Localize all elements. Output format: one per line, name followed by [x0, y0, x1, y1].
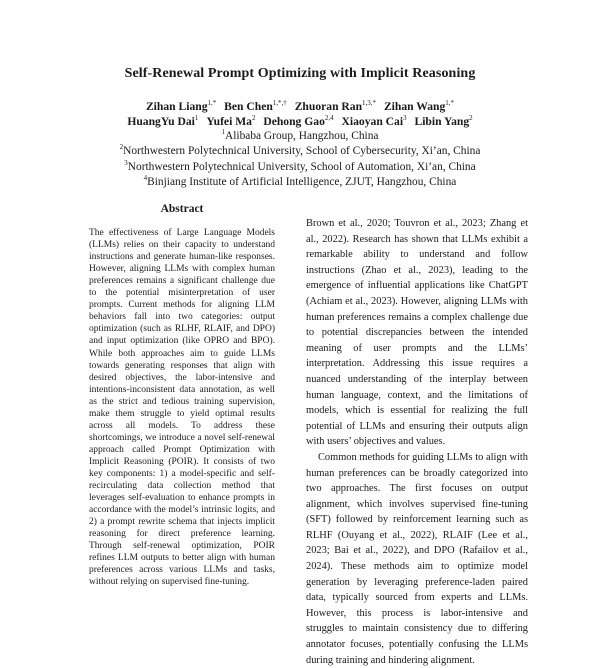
intro-paragraph: Brown et al., 2020; Touvron et al., 2023; Zhang et al., 2022). Research has shown that LLMs exhibit a remarkable ability to understand and follow instructions (Zhao et al., 2023), leading to the emergence of influential applications like ChatGPT (Achiam et al., 2023). However, aligning LLMs with human preferences remains a complex challenge due to potential discrepancies between the intended meaning of user prompts and the LLMs’ interpretation. Addressing this issue requires a nuanced understanding of the interplay between human language, context, and the limitations of models, which is essential for realizing the full potential of LLMs and ensuring their outputs align with users’ objectives and values.: [306, 218, 528, 448]
affiliation-block: [0, 129, 600, 191]
author-name: Libin Yang$^2$: [414, 113, 473, 128]
affiliation: $^2$Northwestern Polytechnical University, School of Cybersecurity, Xi’an, China: [119, 143, 481, 158]
author-name: Zihan Liang$^{1,*}$: [145, 99, 217, 113]
author-block: [0, 100, 600, 129]
abstract-text: The effectiveness of Large Language Models (LLMs) relies on their capacity to understand instructions and generate human-like responses. However, aligning LLMs with complex human preferences remains a significant challenge due to the potential misinterpretation of user prompts. Current methods for aligning LLM behaviors fall into two categories: output optimization (such as RLHF, RLAIF, and DPO) and input optimization (like OPRO and BPO). While both approaches aim to guide LLMs towards generating responses that align with desired objectives, the labor-intensive and intentions-inconsistent data annotation, as well as the strict and tedious training supervision, make them struggle to yield optimal results across all models. To address these shortcomings, we introduce a novel self-renewal approach called Prompt Optimization with Implicit Reasoning (POIR). It consists of two key components: 1) a model-specific and self-recirculating data collection method that leverages self-evaluation to enhance prompts in accordance with the model’s intrinsic logits, and 2) a prompt rewrite schema that injects implicit reasoning for direct preference learning. Through self-renewal optimization, POIR refines LLM outputs to better align with human preferences across various LLMs and tasks, without relying on supervised fine-tuning.: [89, 228, 275, 588]
paper-title: Self-Renewal Prompt Optimizing with Implicit Reasoning: [124, 66, 476, 81]
left-column: [89, 203, 275, 588]
affiliation: $^3$Northwestern Polytechnical University, School of Automation, Xi’an, China: [124, 159, 476, 173]
abstract-heading: Abstract: [160, 203, 204, 215]
author-name: Ben Chen$^{1,*,\dagger}$: [224, 99, 287, 113]
author-name: Dehong Gao$^{2,4}$: [263, 113, 334, 128]
author-name: Zihan Wang$^{1,*}$: [383, 99, 455, 113]
author-line-2: [0, 115, 600, 130]
author-name: Zhuoran Ran$^{1,3,*}$: [294, 99, 377, 113]
right-column: [306, 216, 528, 668]
author-name: HuangYu Dai$^1$: [127, 113, 199, 128]
author-name: Yufei Ma$^2$: [206, 113, 256, 128]
author-line-1: [0, 100, 600, 115]
affiliation: $^4$Binjiang Institute of Artificial Intelligence, ZJUT, Hangzhou, China: [143, 174, 457, 189]
author-name: Xiaoyan Cai$^3$: [341, 113, 407, 128]
intro-paragraph: Common methods for guiding LLMs to align with human preferences can be broadly categorized into two approaches. The first focuses on output alignment, which involves supervised fine-tuning (SFT) followed by reinforcement learning such as RLHF (Ouyang et al., 2022), RLAIF (Lee et al., 2023; Bai et al., 2022), and DPO (Rafailov et al., 2024). These methods aim to optimize model generation by leveraging preference-laden paired data, typically sourced from experts and LLMs. However, this process is labor-intensive and struggles to maintain consistency due to differing annotator focuses, potentially confusing the LLMs during training and hindering alignment.: [306, 451, 528, 666]
affiliation: $^1$Alibaba Group, Hangzhou, China: [221, 128, 379, 142]
